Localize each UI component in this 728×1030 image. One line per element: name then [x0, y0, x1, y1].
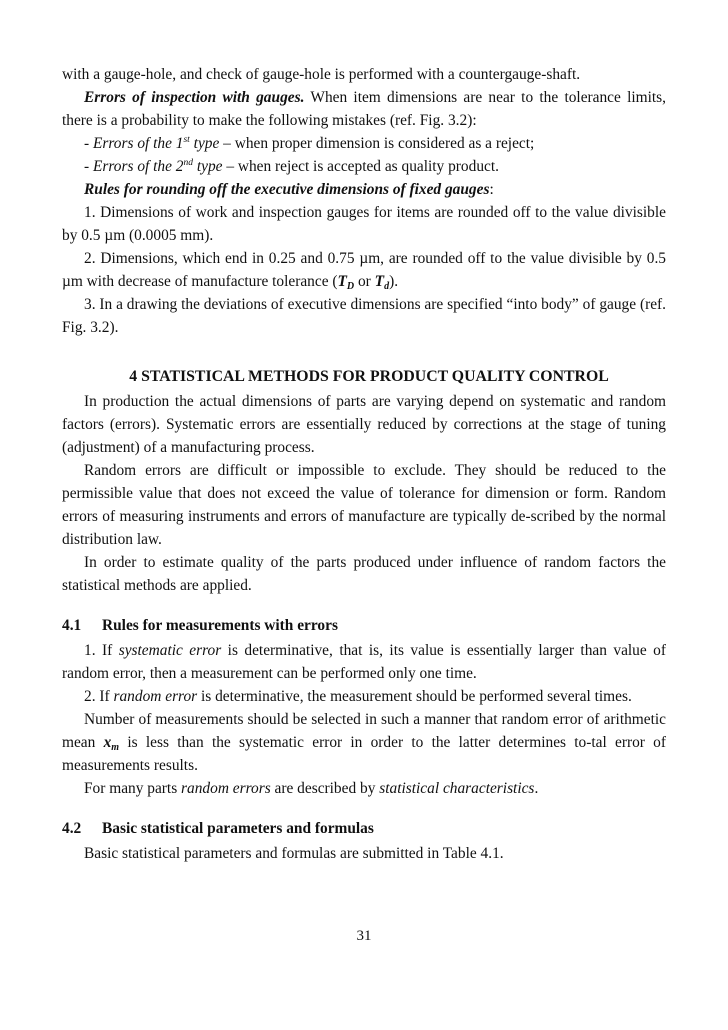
- section-4-paragraph-3: In order to estimate quality of the parts produced under influence of random factors the statistical methods are applied.: [62, 554, 666, 594]
- section-4-paragraph-1: In production the actual dimensions of parts are varying depend on systematic and random factors (errors). Systematic errors are essentially reduced by corrections at the stage of tuning (adjustment) of a manufacturing process.: [62, 393, 666, 456]
- rules-item-2: 2. Dimensions, which end in 0.25 and 0.75 µm, are rounded off to the value divisible by 0.5 µm with decrease of manufacture tolerance ($T_D$ or $T_d$).: [62, 250, 666, 292]
- rules-item-3: 3. In a drawing the deviations of executive dimensions are specified “into body” of gauge (ref. Fig. 3.2).: [62, 296, 666, 336]
- paragraph-errors-inspection: [62, 86, 666, 132]
- list-item-error-type-2: - Errors of the 2nd type – when reject is accepted as quality product.: [84, 158, 499, 175]
- rules-heading: Rules for rounding off the executive dimensions of fixed gauges:: [84, 181, 494, 198]
- section-4-1-item-1: 1. If systematic error is determinative, that is, its value is essentially larger than value of random error, then a measurement can be performed only one time.: [62, 642, 666, 682]
- section-4-1-title: Rules for measurements with errors: [102, 617, 338, 634]
- section-4-1-item-2: 2. If random error is determinative, the measurement should be performed several times.: [84, 688, 632, 705]
- section-4-2-number: 4.2: [62, 820, 82, 837]
- rules-item-1: 1. Dimensions of work and inspection gauges for items are rounded off to the value divisible by 0.5 µm (0.0005 mm).: [62, 204, 666, 244]
- page-number: 31: [356, 928, 372, 944]
- section-4-1-number: 4.1: [62, 617, 82, 634]
- section-4-1-paragraph-number: Number of measurements should be selected in such a manner that random error of arithmetic mean $x_m$ is less than the systematic error in order to the latter determines to-tal error of measurements results.: [62, 711, 666, 774]
- document-page: [62, 63, 666, 865]
- section-4-heading: 4 STATISTICAL METHODS FOR PRODUCT QUALITY CONTROL: [129, 368, 609, 385]
- section-4-1-heading: [62, 614, 666, 637]
- section-4-2-title: Basic statistical parameters and formulas: [102, 820, 374, 837]
- errors-text: When item dimensions are near to the tolerance limits, there is a probability to make the following mistakes (ref. Fig. 3.2):: [62, 89, 666, 129]
- paragraph-intro: [62, 63, 666, 86]
- section-4-paragraph-2: Random errors are difficult or impossible to exclude. They should be reduced to the permissible value that does not exceed the value of tolerance for dimension or form. Random errors of measuring instruments and errors of manufacture are typically de-scribed by the normal distribution law.: [62, 462, 666, 548]
- section-4-1-paragraph-many: For many parts random errors are described by statistical characteristics.: [84, 780, 539, 797]
- list-item-error-type-1: - Errors of the 1st type – when proper dimension is considered as a reject;: [84, 135, 535, 152]
- section-4-2-paragraph-1: Basic statistical parameters and formulas are submitted in Table 4.1.: [84, 845, 504, 862]
- text-intro: with a gauge-hole, and check of gauge-hole is performed with a countergauge-shaft.: [62, 66, 581, 83]
- section-4-2-heading: [62, 817, 666, 840]
- errors-lead: Errors of inspection with gauges.: [84, 89, 305, 106]
